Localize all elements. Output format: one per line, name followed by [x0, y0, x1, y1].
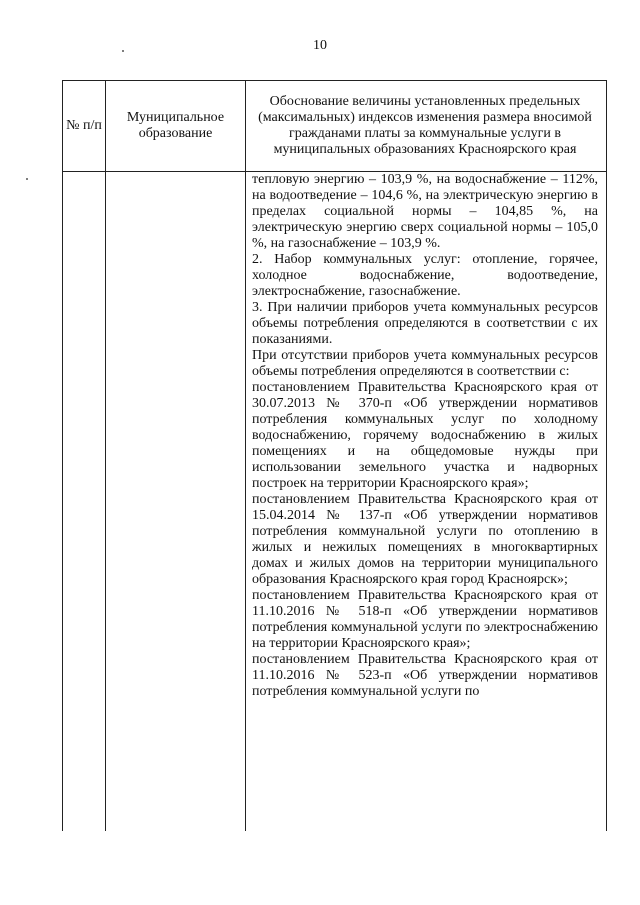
paragraph-meters-present: 3. При наличии приборов учета коммунальных ресурсов объемы потребления определяются в соответствии с их показаниями. — [252, 300, 598, 347]
header-municipality-column: Муниципальное образование — [126, 110, 225, 141]
header-number-column: № п/п — [66, 118, 102, 133]
paragraph-rates: тепловую энергию – 103,9 %, на водоснабжение – 112%, на водоотведение – 104,6 %, на электрическую энергию в пределах социальной нормы – 104,85 %, на электрическую энергию сверх социальной нормы – 105,0 %, на газоснабжение – 103,9 %. — [252, 172, 598, 251]
scan-speck — [26, 178, 28, 180]
paragraph-resolution-523p: постановлением Правительства Красноярского края от 11.10.2016 № 523-п «Об утверждении нормативов потребления коммунальной услуги по — [252, 652, 598, 699]
header-justification-column: Обоснование величины установленных предельных (максимальных) индексов изменения размера вносимой гражданами платы за коммунальные услуги в муниципальных образованиях Красноярского края — [258, 94, 592, 157]
column-divider-2 — [245, 81, 246, 831]
paragraph-resolution-370p: постановлением Правительства Красноярского края от 30.07.2013 № 370-п «Об утверждении нормативов потребления коммунальных услуг по холодному водоснабжению, горячему водоснабжению в жилых помещениях и на общедомовые нужды при использовании земельного участка и надворных построек на территории Красноярского края»; — [252, 380, 598, 491]
paragraph-services-set: 2. Набор коммунальных услуг: отопление, горячее, холодное водоснабжение, водоотведение, электроснабжение, газоснабжение. — [252, 252, 598, 299]
paragraph-resolution-518p: постановлением Правительства Красноярского края от 11.10.2016 № 518-п «Об утверждении нормативов потребления коммунальной услуги по электроснабжению на территории Красноярского края»; — [252, 588, 598, 651]
table-header-row — [63, 81, 606, 172]
justification-table — [62, 80, 607, 831]
paragraph-resolution-137p: постановлением Правительства Красноярского края от 15.04.2014 № 137-п «Об утверждении нормативов потребления коммунальной услуги по отоплению в жилых и нежилых помещениях в многоквартирных домах и жилых домов на территории муниципального образования Красноярского края город Красноярск»; — [252, 492, 598, 587]
paragraph-meters-absent: При отсутствии приборов учета коммунальных ресурсов объемы потребления определяются в соответствии с: — [252, 348, 598, 379]
scan-speck — [122, 50, 124, 52]
column-divider-1 — [105, 81, 106, 831]
page-number: 10 — [313, 38, 327, 53]
justification-cell-text — [252, 172, 598, 700]
